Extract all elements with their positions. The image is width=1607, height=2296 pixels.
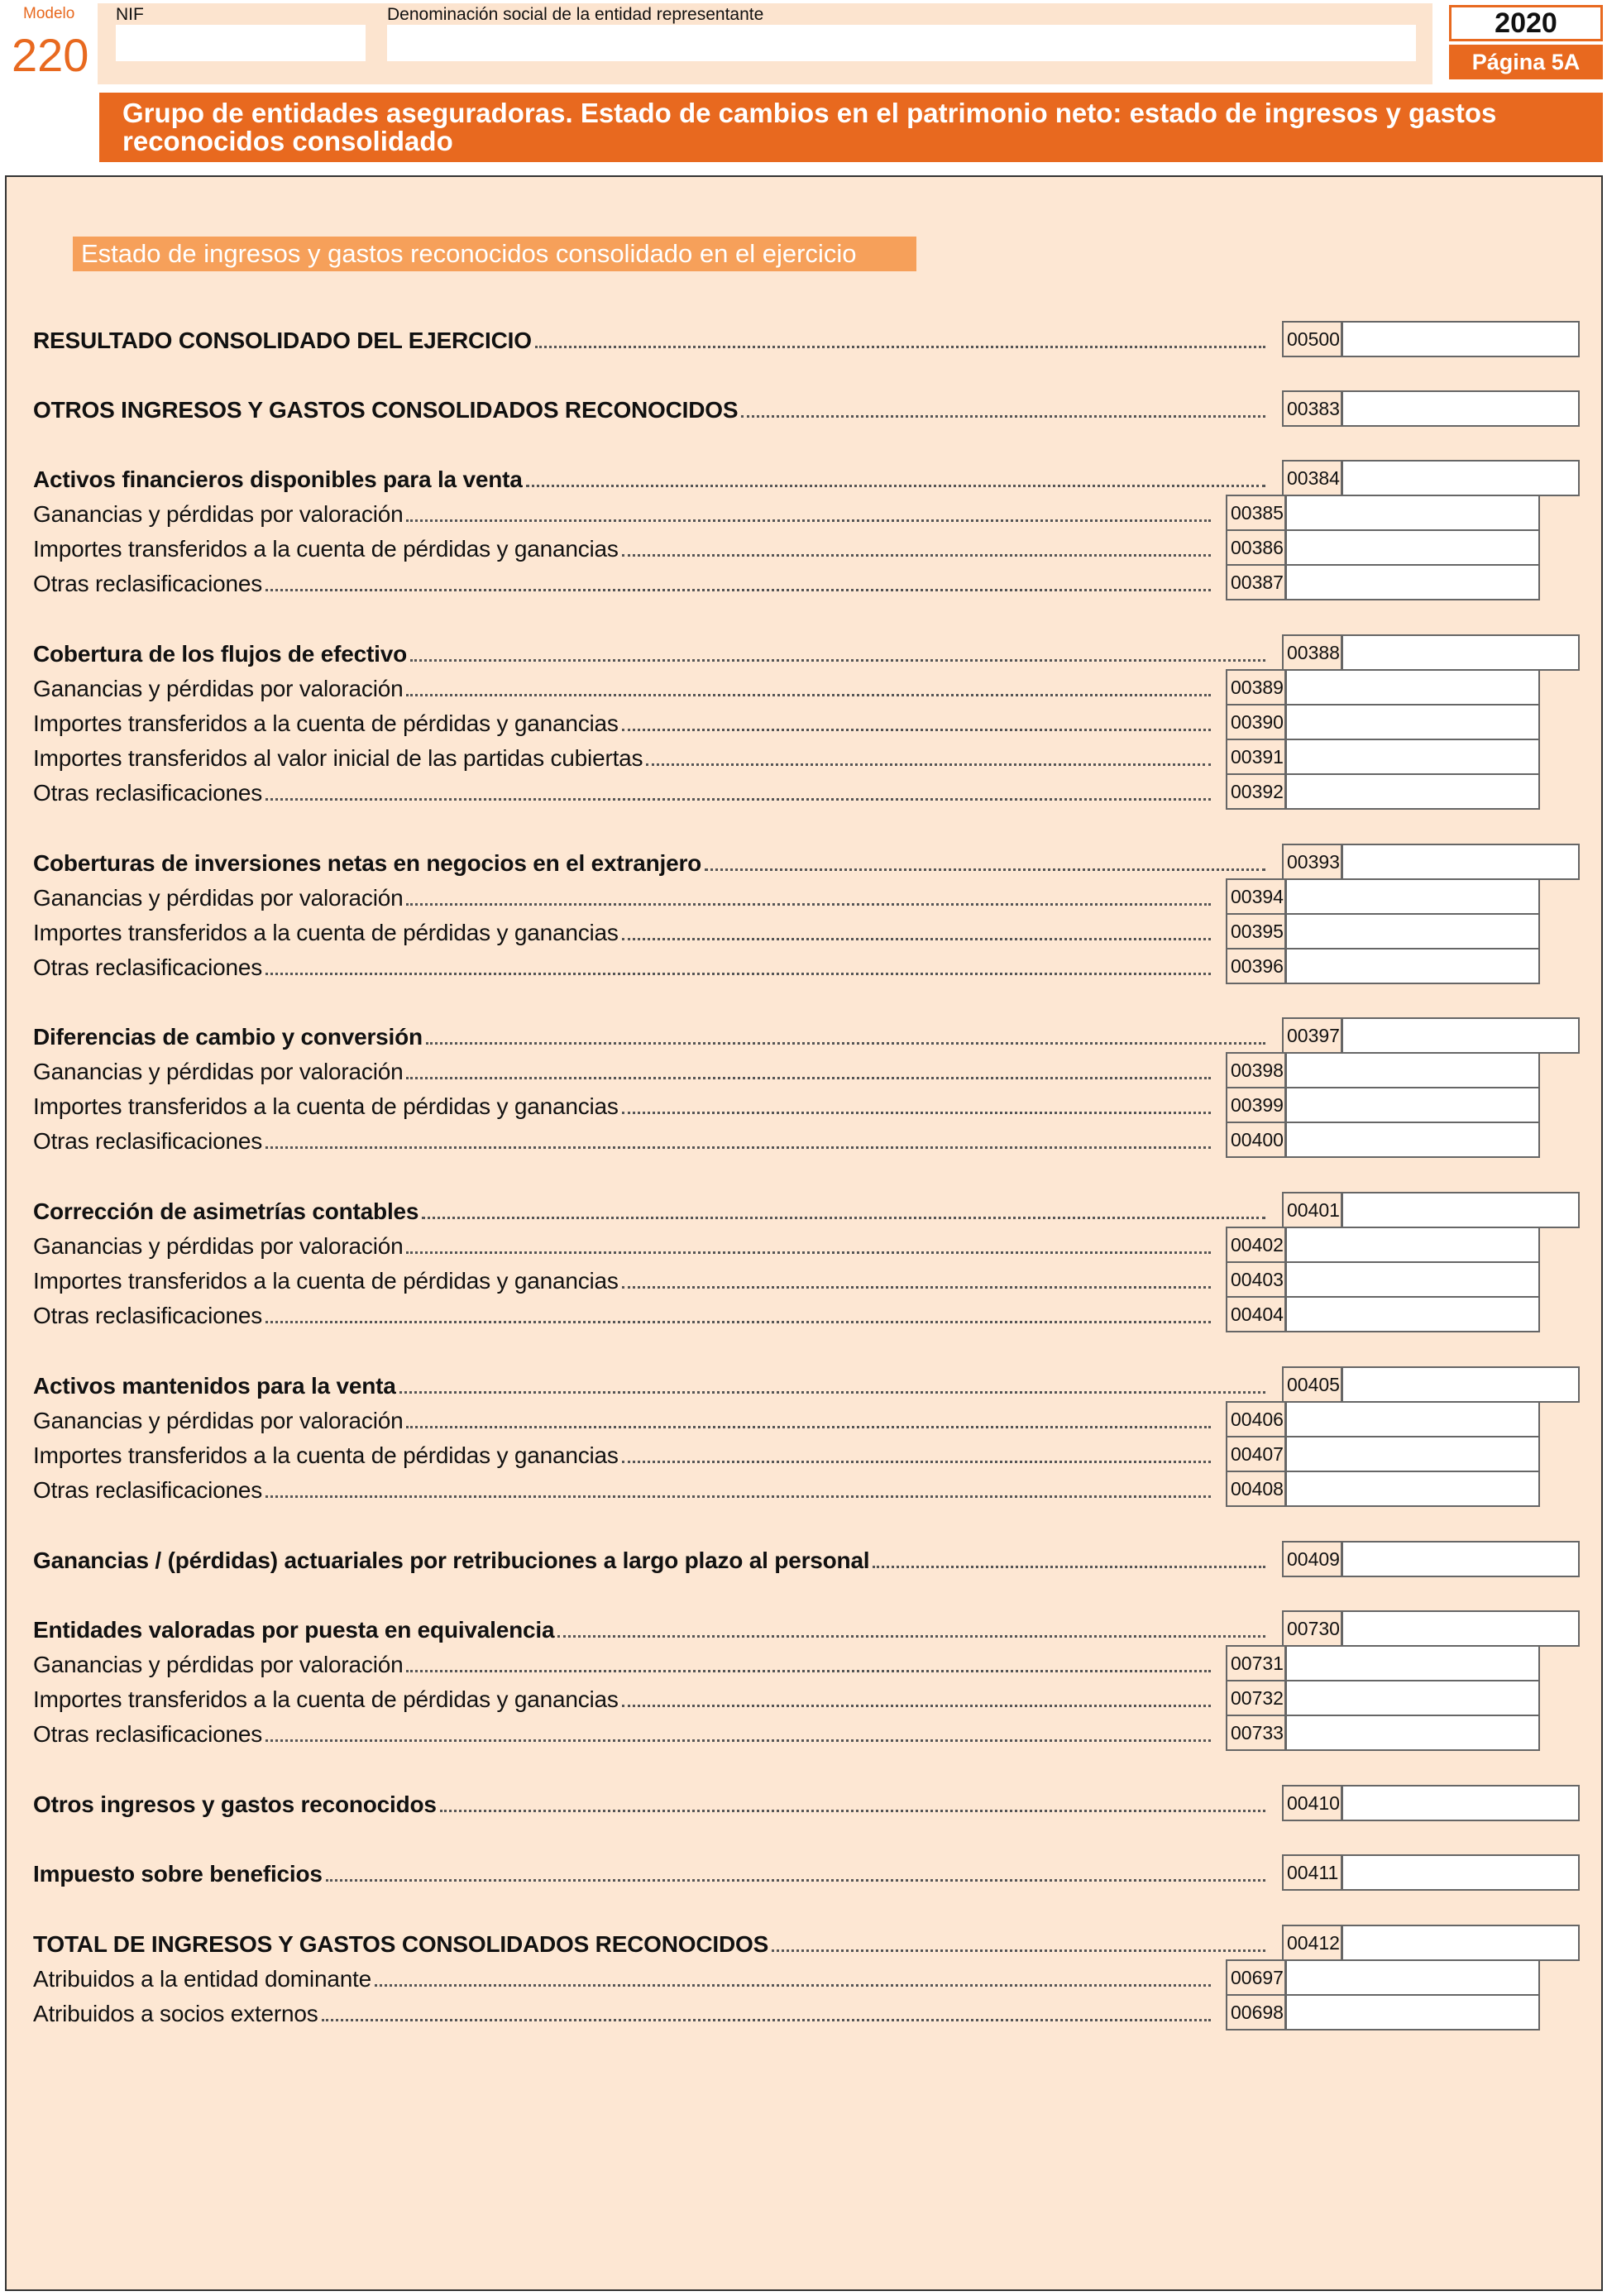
row-00392-field [1226,773,1540,810]
row-00730-label-text: Entidades valoradas por puesta en equivalencia [33,1617,555,1643]
row-00394-value-input[interactable] [1285,878,1540,915]
row-00389-field [1226,669,1540,706]
row-00385-label-text: Ganancias y pérdidas por valoración [33,501,404,527]
row-00394-field [1226,878,1540,915]
dot-leader [622,1096,1211,1114]
row-00400-value-input[interactable] [1285,1122,1540,1158]
row-00730-field [1282,1610,1580,1647]
row-00389-value-input[interactable] [1285,669,1540,706]
dot-leader [406,1410,1211,1428]
row-00393-field [1282,844,1580,880]
dot-leader [410,643,1265,662]
row-00395-value-input[interactable] [1285,913,1540,949]
row-00386-value-input[interactable] [1285,529,1540,566]
dot-leader [406,1061,1211,1079]
row-00388-field [1282,634,1580,671]
dot-leader [406,504,1211,522]
row-00391-code: 00391 [1226,739,1285,775]
row-00396-label-text: Otras reclasificaciones [33,954,263,980]
row-00405-field [1282,1366,1580,1403]
modelo-label: Modelo [23,5,75,22]
row-00386-field [1226,529,1540,566]
row-00733-value-input[interactable] [1285,1715,1540,1751]
row-00384-value-input[interactable] [1342,460,1580,496]
row-00407-field [1226,1436,1540,1472]
row-00404-field [1226,1296,1540,1332]
row-00402-code: 00402 [1226,1227,1285,1263]
row-00404-code: 00404 [1226,1296,1285,1332]
row-00732-label-text: Importes transferidos a la cuenta de pérdidas y ganancias [33,1686,619,1712]
year-badge: 2020 [1449,5,1603,41]
row-00402-field [1226,1227,1540,1263]
dot-leader [873,1550,1265,1568]
row-00396-value-input[interactable] [1285,948,1540,984]
row-00403-value-input[interactable] [1285,1261,1540,1298]
nif-label: NIF [116,5,144,24]
row-00412-field [1282,1925,1580,1961]
row-00398-code: 00398 [1226,1052,1285,1088]
row-00407-code: 00407 [1226,1436,1285,1472]
dot-leader [440,1794,1265,1812]
row-00394-label [33,885,1211,911]
row-00392-label [33,780,1211,806]
row-00403-code: 00403 [1226,1261,1285,1298]
row-00733-label [33,1721,1211,1748]
row-00731-label-text: Ganancias y pérdidas por valoración [33,1652,404,1677]
row-00387-field [1226,564,1540,600]
row-00383-label [33,397,1265,423]
row-00404-value-input[interactable] [1285,1296,1540,1332]
row-00387-label-text: Otras reclasificaciones [33,571,263,596]
dot-leader [622,1689,1211,1707]
row-00409-value-input[interactable] [1342,1541,1580,1577]
row-00730-code: 00730 [1282,1610,1342,1647]
row-00386-label-text: Importes transferidos a la cuenta de pérdidas y ganancias [33,536,619,562]
row-00388-value-input[interactable] [1342,634,1580,671]
row-00733-field [1226,1715,1540,1751]
row-00390-label-text: Importes transferidos a la cuenta de pérdidas y ganancias [33,710,619,736]
row-00386-label [33,536,1211,562]
row-00697-label-text: Atribuidos a la entidad dominante [33,1966,372,1992]
row-00698-field [1226,1994,1540,2031]
row-00731-value-input[interactable] [1285,1645,1540,1681]
row-00410-label-text: Otros ingresos y gastos reconocidos [33,1791,437,1817]
dot-leader [265,1305,1211,1323]
row-00384-label [33,466,1265,493]
row-00393-label [33,850,1265,877]
row-00384-code: 00384 [1282,460,1342,496]
row-00407-value-input[interactable] [1285,1436,1540,1472]
dot-leader [772,1934,1265,1952]
row-00406-label-text: Ganancias y pérdidas por valoración [33,1408,404,1433]
dot-leader [322,2003,1211,2021]
row-00388-label-text: Cobertura de los flujos de efectivo [33,641,407,667]
row-00407-label-text: Importes transferidos a la cuenta de pérdidas y ganancias [33,1442,619,1468]
header-strip [98,3,1432,84]
row-00383-label-text: OTROS INGRESOS Y GASTOS CONSOLIDADOS RECONOCIDOS [33,397,739,423]
row-00390-label [33,710,1211,737]
row-00500-field [1282,321,1580,357]
row-00390-code: 00390 [1226,704,1285,740]
row-00410-field [1282,1785,1580,1821]
row-00404-label [33,1303,1211,1329]
row-00399-code: 00399 [1226,1087,1285,1123]
row-00500-value-input[interactable] [1342,321,1580,357]
row-00392-label-text: Otras reclasificaciones [33,780,263,806]
dot-leader [375,1968,1211,1987]
row-00732-value-input[interactable] [1285,1680,1540,1716]
row-00500-label [33,328,1265,354]
row-00399-label-text: Importes transferidos a la cuenta de pérdidas y ganancias [33,1093,619,1119]
row-00411-label [33,1861,1265,1887]
row-00391-label-text: Importes transferidos al valor inicial de las partidas cubiertas [33,745,643,771]
row-00404-label-text: Otras reclasificaciones [33,1303,263,1328]
row-00408-label [33,1477,1211,1504]
dot-leader [622,922,1211,940]
row-00412-value-input[interactable] [1342,1925,1580,1961]
row-00698-code: 00698 [1226,1994,1285,2031]
row-00384-label-text: Activos financieros disponibles para la venta [33,466,523,492]
row-00395-label-text: Importes transferidos a la cuenta de pérdidas y ganancias [33,920,619,945]
row-00399-field [1226,1087,1540,1123]
dot-leader [426,1026,1265,1045]
dot-leader [406,678,1211,696]
dot-leader [422,1201,1265,1219]
row-00401-label-text: Corrección de asimetrías contables [33,1198,419,1224]
dot-leader [705,853,1265,871]
dot-leader [406,887,1211,906]
row-00406-code: 00406 [1226,1401,1285,1437]
row-00412-code: 00412 [1282,1925,1342,1961]
row-00388-label [33,641,1265,667]
row-00405-code: 00405 [1282,1366,1342,1403]
title-bar [99,93,1603,162]
row-00401-label [33,1198,1265,1225]
row-00408-label-text: Otras reclasificaciones [33,1477,263,1503]
dot-leader [622,713,1211,731]
dot-leader [326,1863,1265,1882]
row-00730-label [33,1617,1265,1643]
dot-leader [622,538,1211,557]
row-00391-value-input[interactable] [1285,739,1540,775]
row-00411-label-text: Impuesto sobre beneficios [33,1861,323,1887]
row-00383-value-input[interactable] [1342,390,1580,427]
row-00385-value-input[interactable] [1285,495,1540,531]
denominacion-field[interactable] [387,25,1416,61]
row-00698-value-input[interactable] [1285,1994,1540,2031]
row-00390-value-input[interactable] [1285,704,1540,740]
row-00732-label [33,1686,1211,1713]
dot-leader [399,1375,1265,1394]
row-00731-field [1226,1645,1540,1681]
dot-leader [646,748,1211,766]
row-00393-value-input[interactable] [1342,844,1580,880]
nif-field[interactable] [116,25,366,61]
row-00397-code: 00397 [1282,1017,1342,1054]
dot-leader [557,1619,1265,1638]
row-00395-label [33,920,1211,946]
row-00384-field [1282,460,1580,496]
row-00411-value-input[interactable] [1342,1854,1580,1891]
row-00392-code: 00392 [1226,773,1285,810]
dot-leader [622,1270,1211,1289]
row-00397-field [1282,1017,1580,1054]
row-00409-code: 00409 [1282,1541,1342,1577]
row-00401-field [1282,1192,1580,1228]
row-00389-code: 00389 [1226,669,1285,706]
row-00403-label-text: Importes transferidos a la cuenta de pérdidas y ganancias [33,1268,619,1294]
row-00391-field [1226,739,1540,775]
row-00732-field [1226,1680,1540,1716]
row-00409-label-text: Ganancias / (pérdidas) actuariales por retribuciones a largo plazo al personal [33,1547,870,1573]
row-00397-label-text: Diferencias de cambio y conversión [33,1024,423,1050]
dot-leader [265,957,1211,975]
row-00412-label [33,1931,1265,1958]
row-00398-value-input[interactable] [1285,1052,1540,1088]
row-00395-code: 00395 [1226,913,1285,949]
row-00406-label [33,1408,1211,1434]
row-00733-label-text: Otras reclasificaciones [33,1721,263,1747]
row-00385-code: 00385 [1226,495,1285,531]
row-00401-code: 00401 [1282,1192,1342,1228]
dot-leader [526,469,1265,487]
row-00390-field [1226,704,1540,740]
dot-leader [265,782,1211,801]
dot-leader [265,573,1211,591]
row-00732-code: 00732 [1226,1680,1285,1716]
modelo-number: 220 [12,29,89,81]
row-00398-field [1226,1052,1540,1088]
row-00410-label [33,1791,1265,1818]
row-00698-label-text: Atribuidos a socios externos [33,2001,318,2026]
row-00401-value-input[interactable] [1342,1192,1580,1228]
row-00393-code: 00393 [1282,844,1342,880]
row-00500-label-text: RESULTADO CONSOLIDADO DEL EJERCICIO [33,328,532,353]
row-00385-label [33,501,1211,528]
dot-leader [406,1236,1211,1254]
row-00697-value-input[interactable] [1285,1959,1540,1996]
row-00410-code: 00410 [1282,1785,1342,1821]
row-00405-value-input[interactable] [1342,1366,1580,1403]
row-00733-code: 00733 [1226,1715,1285,1751]
row-00403-label [33,1268,1211,1294]
row-00393-label-text: Coberturas de inversiones netas en negocios en el extranjero [33,850,702,876]
row-00396-field [1226,948,1540,984]
row-00397-label [33,1024,1265,1050]
row-00392-value-input[interactable] [1285,773,1540,810]
row-00402-label-text: Ganancias y pérdidas por valoración [33,1233,404,1259]
row-00391-label [33,745,1211,772]
row-00500-code: 00500 [1282,321,1342,357]
dot-leader [406,1654,1211,1672]
row-00389-label-text: Ganancias y pérdidas por valoración [33,676,404,701]
row-00408-code: 00408 [1226,1471,1285,1507]
section-heading: Estado de ingresos y gastos reconocidos consolidado en el ejercicio [73,237,916,271]
row-00409-label [33,1547,1265,1574]
row-00407-label [33,1442,1211,1469]
row-00408-value-input[interactable] [1285,1471,1540,1507]
row-00396-label [33,954,1211,981]
dot-leader [265,1480,1211,1498]
row-00387-code: 00387 [1226,564,1285,600]
row-00386-code: 00386 [1226,529,1285,566]
row-00395-field [1226,913,1540,949]
row-00397-value-input[interactable] [1342,1017,1580,1054]
row-00400-label-text: Otras reclasificaciones [33,1128,263,1154]
form-panel [5,175,1603,2291]
row-00387-value-input[interactable] [1285,564,1540,600]
row-00697-code: 00697 [1226,1959,1285,1996]
row-00402-label [33,1233,1211,1260]
row-00698-label [33,2001,1211,2027]
page-badge: Página 5A [1449,45,1603,79]
denominacion-label: Denominación social de la entidad representante [387,5,764,24]
row-00697-label [33,1966,1211,1992]
row-00406-value-input[interactable] [1285,1401,1540,1437]
row-00394-label-text: Ganancias y pérdidas por valoración [33,885,404,911]
row-00697-field [1226,1959,1540,1996]
row-00400-code: 00400 [1226,1122,1285,1158]
row-00383-code: 00383 [1282,390,1342,427]
row-00394-code: 00394 [1226,878,1285,915]
dot-leader [535,330,1265,348]
row-00398-label [33,1059,1211,1085]
row-00411-field [1282,1854,1580,1891]
row-00400-label [33,1128,1211,1155]
row-00405-label-text: Activos mantenidos para la venta [33,1373,396,1399]
row-00385-field [1226,495,1540,531]
dot-leader [622,1445,1211,1463]
row-00411-code: 00411 [1282,1854,1342,1891]
row-00396-code: 00396 [1226,948,1285,984]
row-00731-code: 00731 [1226,1645,1285,1681]
row-00399-value-input[interactable] [1285,1087,1540,1123]
page-title: Grupo de entidades aseguradoras. Estado de cambios en el patrimonio neto: estado de ingresos y gastos reconocidos consolidado [122,98,1497,156]
row-00383-field [1282,390,1580,427]
row-00387-label [33,571,1211,597]
dot-leader [741,399,1265,418]
row-00400-field [1226,1122,1540,1158]
row-00399-label [33,1093,1211,1120]
row-00398-label-text: Ganancias y pérdidas por valoración [33,1059,404,1084]
dot-leader [265,1131,1211,1149]
row-00403-field [1226,1261,1540,1298]
row-00731-label [33,1652,1211,1678]
row-00406-field [1226,1401,1540,1437]
dot-leader [265,1724,1211,1742]
row-00409-field [1282,1541,1580,1577]
row-00412-label-text: TOTAL DE INGRESOS Y GASTOS CONSOLIDADOS RECONOCIDOS [33,1931,769,1957]
row-00388-code: 00388 [1282,634,1342,671]
row-00405-label [33,1373,1265,1399]
row-00408-field [1226,1471,1540,1507]
row-00730-value-input[interactable] [1342,1610,1580,1647]
row-00389-label [33,676,1211,702]
row-00410-value-input[interactable] [1342,1785,1580,1821]
row-00402-value-input[interactable] [1285,1227,1540,1263]
